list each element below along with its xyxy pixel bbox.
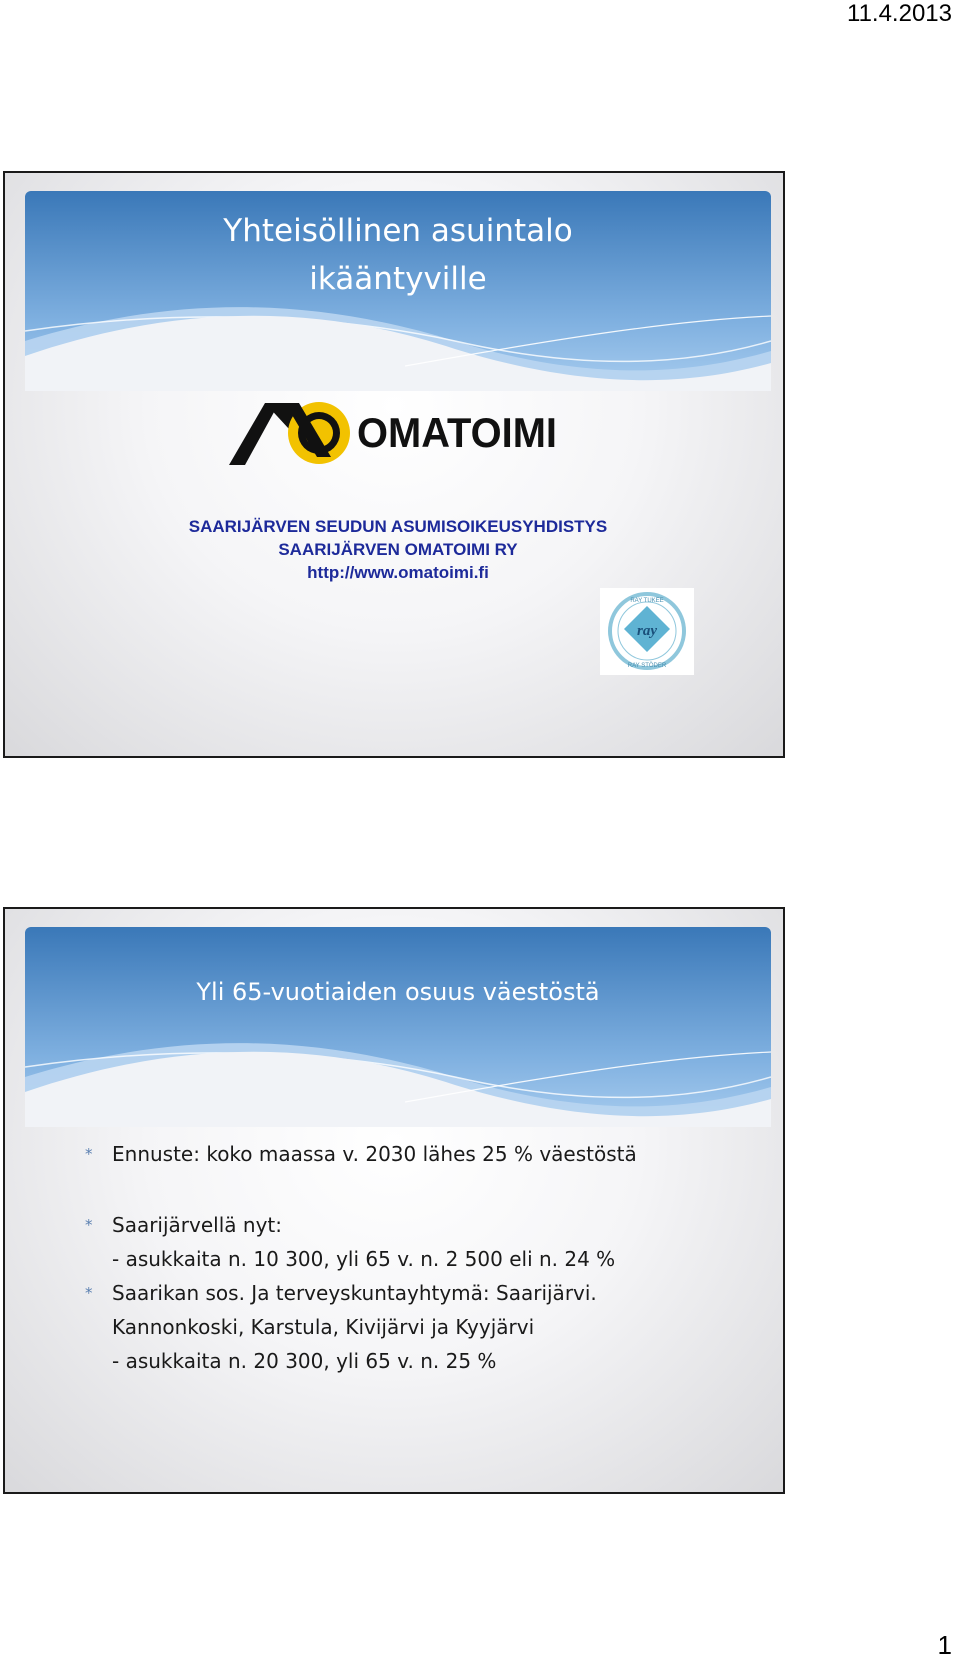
slide-1 xyxy=(3,171,785,758)
ray-badge-icon xyxy=(600,588,694,675)
bullet-mark: * xyxy=(85,1284,93,1302)
list-item xyxy=(85,1242,745,1276)
list-item xyxy=(85,1276,745,1310)
slide-2 xyxy=(3,907,785,1494)
list-item-text: Saarijärvellä nyt: xyxy=(112,1213,282,1237)
badge-top-text: RAY TUKEE xyxy=(630,598,664,604)
list-item-text: - asukkaita n. 10 300, yli 65 v. n. 2 500 eli n. 24 % xyxy=(112,1247,616,1271)
list-item-text: Ennuste: koko maassa v. 2030 lähes 25 % väestöstä xyxy=(112,1142,637,1166)
badge-bottom-text: RAY STÖDER xyxy=(627,663,667,669)
slide-title: Yli 65-vuotiaiden osuus väestöstä xyxy=(196,978,600,1006)
slide-title xyxy=(25,207,771,303)
organization-info xyxy=(25,515,771,584)
badge-center-text: ray xyxy=(637,623,657,639)
page-date: 11.4.2013 xyxy=(847,0,952,27)
list-item xyxy=(85,1344,745,1378)
page-number: 1 xyxy=(937,1630,952,1660)
bullet-list xyxy=(85,1137,745,1378)
list-item-text: Kannonkoski, Karstula, Kivijärvi ja Kyyjärvi xyxy=(112,1315,535,1339)
omatoimi-logo xyxy=(227,395,567,471)
bullet-mark: * xyxy=(85,1216,93,1234)
omatoimi-logo-icon xyxy=(227,395,567,471)
org-name-line: SAARIJÄRVEN OMATOIMI RY xyxy=(278,540,518,559)
list-item xyxy=(85,1208,745,1242)
bullet-mark: * xyxy=(85,1145,93,1163)
slide-banner xyxy=(25,927,771,1127)
org-name-line: SAARIJÄRVEN SEUDUN ASUMISOIKEUSYHDISTYS xyxy=(188,517,608,536)
logo-text: OMATOIMI xyxy=(357,409,557,456)
banner-wave-graphic xyxy=(25,927,771,1127)
list-item xyxy=(85,1310,745,1344)
ray-badge xyxy=(600,588,694,675)
list-item xyxy=(85,1137,745,1171)
title-line: Yhteisöllinen asuintalo xyxy=(223,213,573,249)
title-line: ikääntyville xyxy=(309,261,487,297)
org-website-link[interactable]: http://www.omatoimi.fi xyxy=(307,563,489,582)
list-item-text: Saarikan sos. Ja terveyskuntayhtymä: Saarijärvi. xyxy=(112,1281,597,1305)
list-item-text: - asukkaita n. 20 300, yli 65 v. n. 25 % xyxy=(112,1349,497,1373)
